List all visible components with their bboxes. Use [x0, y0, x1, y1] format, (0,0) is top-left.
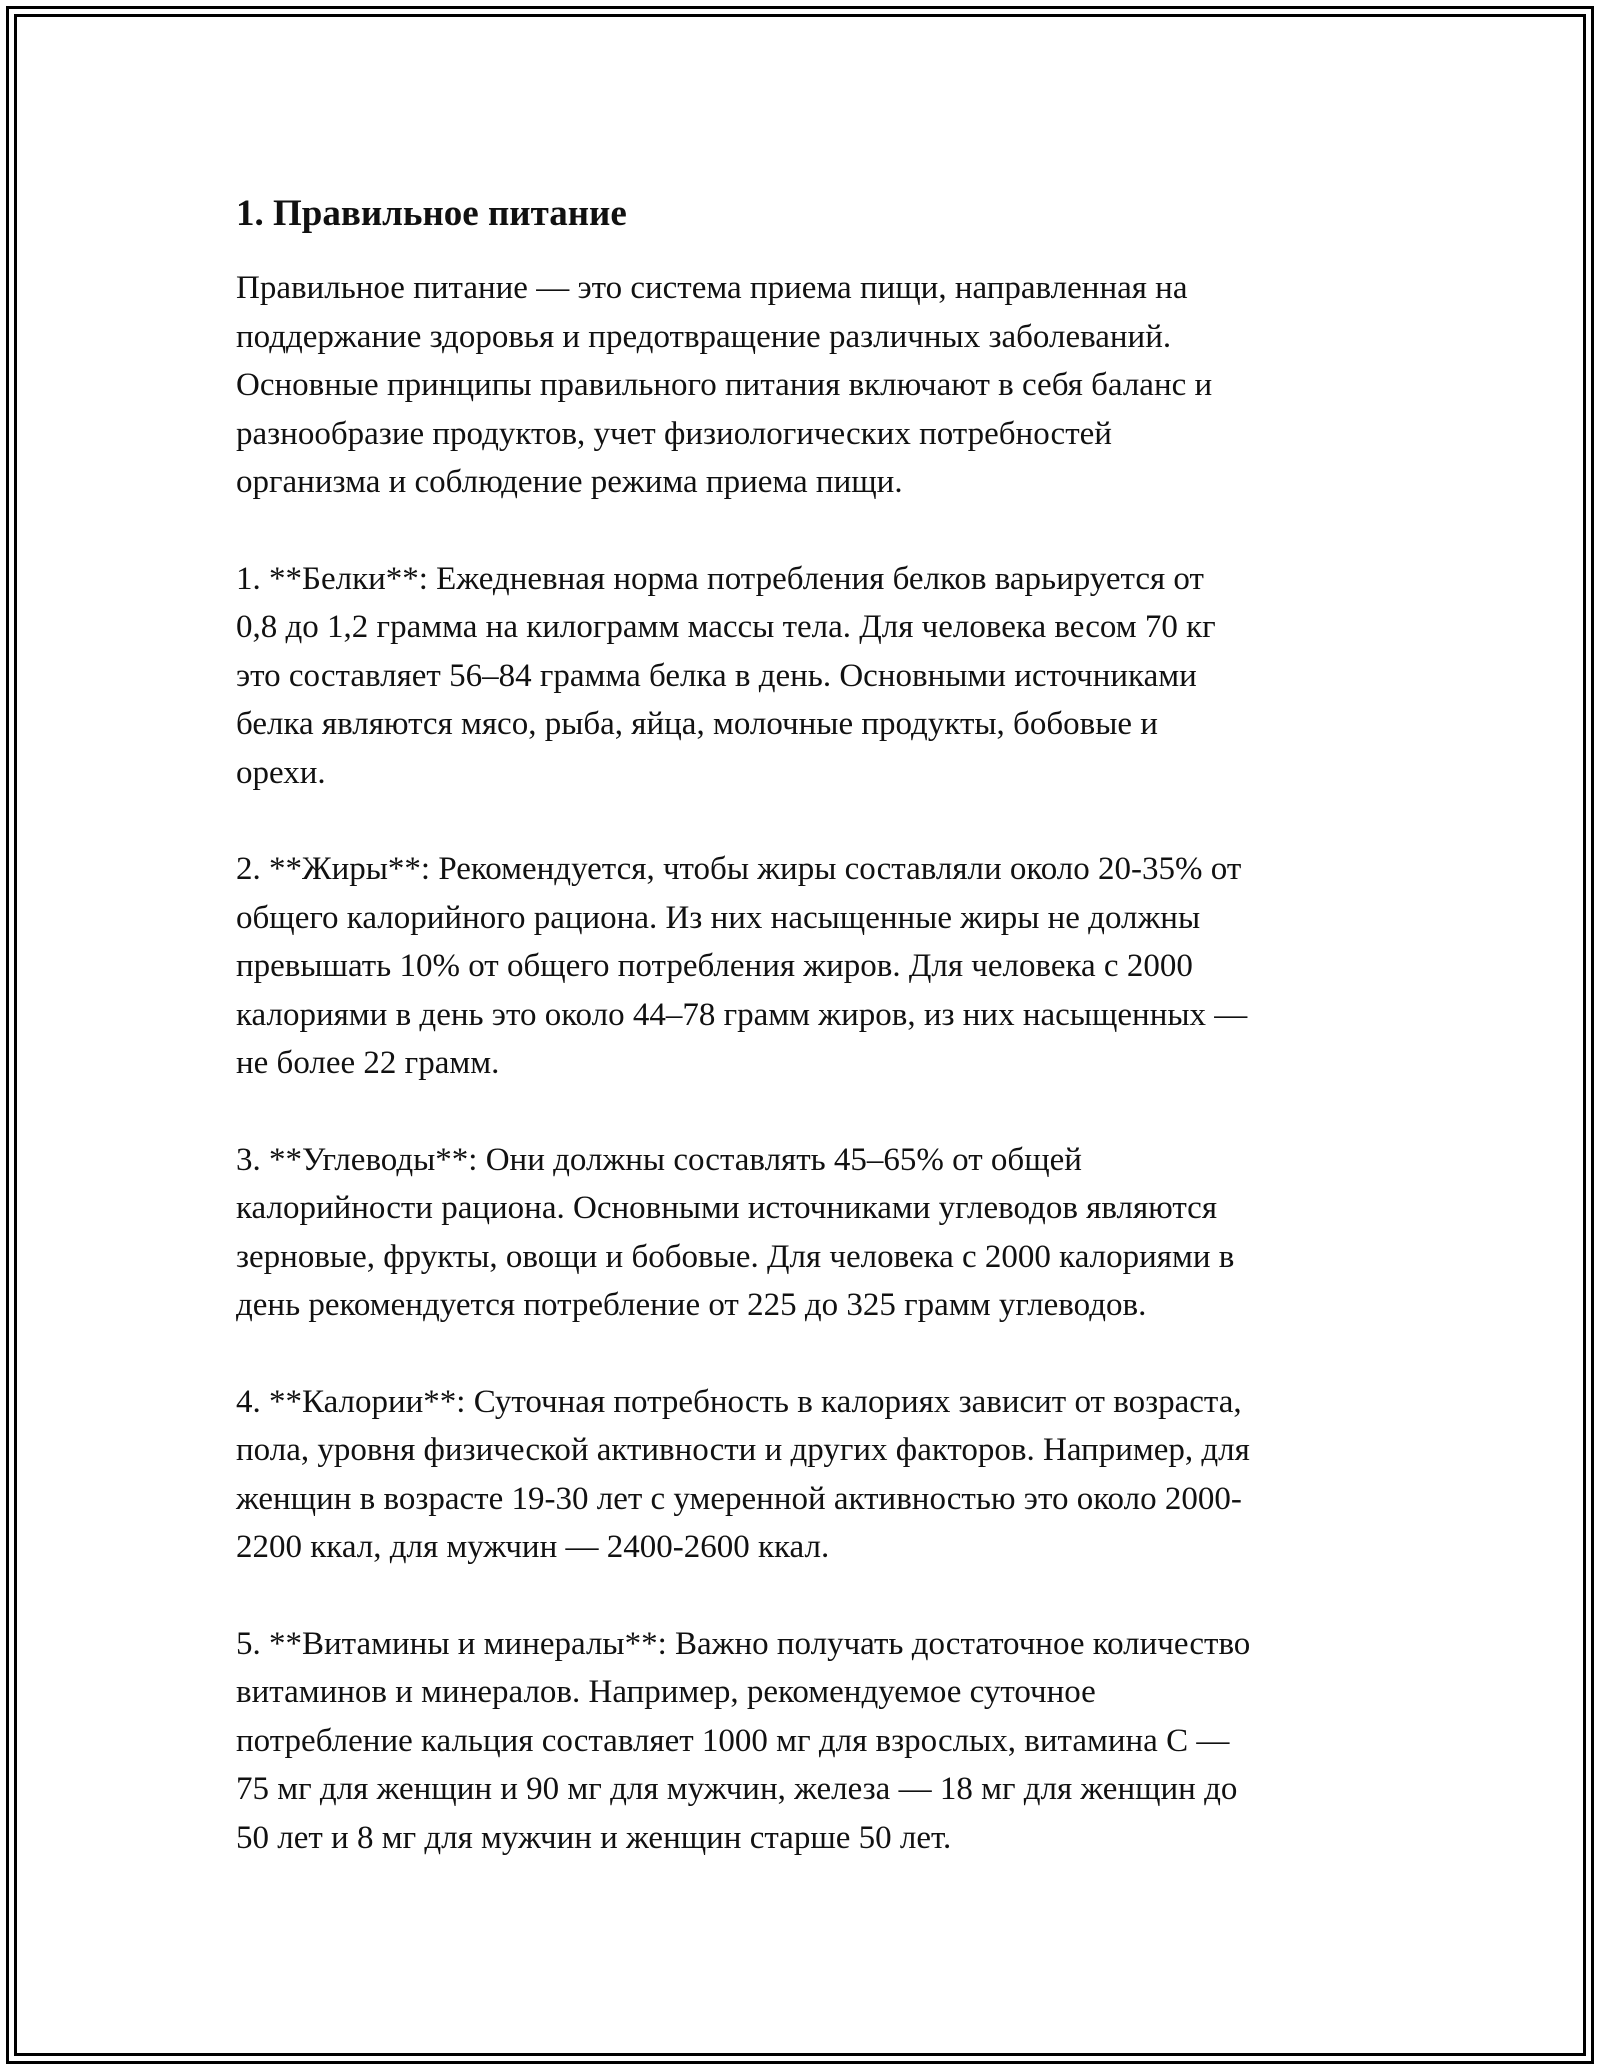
text-line: разнообразие продуктов, учет физиологических потребностей: [236, 415, 1112, 452]
text-line: белка являются мясо, рыба, яйца, молочные продукты, бобовые и: [236, 706, 1158, 742]
text-line: женщин в возрасте 19-30 лет с умеренной активностью это около 2000-: [236, 1480, 1242, 1517]
text-line: Основные принципы правильного питания включают в себя баланс и: [236, 367, 1213, 403]
text-line: орехи.: [236, 754, 326, 791]
text-line: зерновые, фрукты, овощи и бобовые. Для человека с 2000 калориями в: [236, 1238, 1235, 1275]
text-line: общего калорийного рациона. Из них насыщенные жиры не должны: [236, 899, 1201, 936]
text-line: калориями в день это около 44–78 грамм жиров, из них насыщенных —: [236, 996, 1248, 1033]
text-line: 1. **Белки**: Ежедневная норма потребления белков варьируется от: [236, 560, 1204, 597]
text-line: пола, уровня физической активности и других факторов. Например, для: [236, 1432, 1250, 1468]
text-line: 5. **Витамины и минералы**: Важно получать достаточное количество: [236, 1625, 1251, 1662]
text-line: не более 22 грамм.: [236, 1045, 500, 1081]
text-line: 75 мг для женщин и 90 мг для мужчин, железа — 18 мг для женщин до: [236, 1771, 1238, 1807]
text-line: 3. **Углеводы**: Они должны составлять 45–65% от общей: [236, 1141, 1082, 1178]
list-item-paragraph: [236, 845, 1386, 1088]
text-line: 2200 ккал, для мужчин — 2400-2600 ккал.: [236, 1529, 830, 1565]
text-line: 50 лет и 8 мг для мужчин и женщин старше 50 лет.: [236, 1819, 952, 1856]
intro-paragraph: [236, 264, 1386, 507]
text-line: калорийности рациона. Основными источниками углеводов являются: [236, 1190, 1218, 1226]
text-line: Правильное питание — это система приема пищи, направленная на: [236, 270, 1188, 306]
section-heading: 1. Правильное питание: [236, 193, 627, 234]
list-item-paragraph: [236, 1136, 1386, 1330]
list-item-paragraph: [236, 555, 1386, 798]
text-line: организма и соблюдение режима приема пищи.: [236, 464, 903, 500]
text-line: превышать 10% от общего потребления жиров. Для человека с 2000: [236, 948, 1193, 984]
text-line: 2. **Жиры**: Рекомендуется, чтобы жиры составляли около 20-35% от: [236, 851, 1242, 887]
document-body: [236, 186, 1386, 1910]
list-item-paragraph: [236, 1620, 1386, 1863]
list-item-paragraph: [236, 1378, 1386, 1572]
text-line: потребление кальция составляет 1000 мг для взрослых, витамина С —: [236, 1722, 1230, 1759]
text-line: это составляет 56–84 грамма белка в день. Основными источниками: [236, 657, 1197, 694]
text-line: 0,8 до 1,2 грамма на килограмм массы тела. Для человека весом 70 кг: [236, 609, 1216, 645]
text-line: день рекомендуется потребление от 225 до 325 грамм углеводов.: [236, 1287, 1147, 1323]
text-line: витаминов и минералов. Например, рекомендуемое суточное: [236, 1674, 1096, 1710]
text-line: поддержание здоровья и предотвращение различных заболеваний.: [236, 318, 1172, 355]
text-line: 4. **Калории**: Суточная потребность в калориях зависит от возраста,: [236, 1383, 1242, 1420]
paragraph-list: [236, 264, 1386, 1862]
